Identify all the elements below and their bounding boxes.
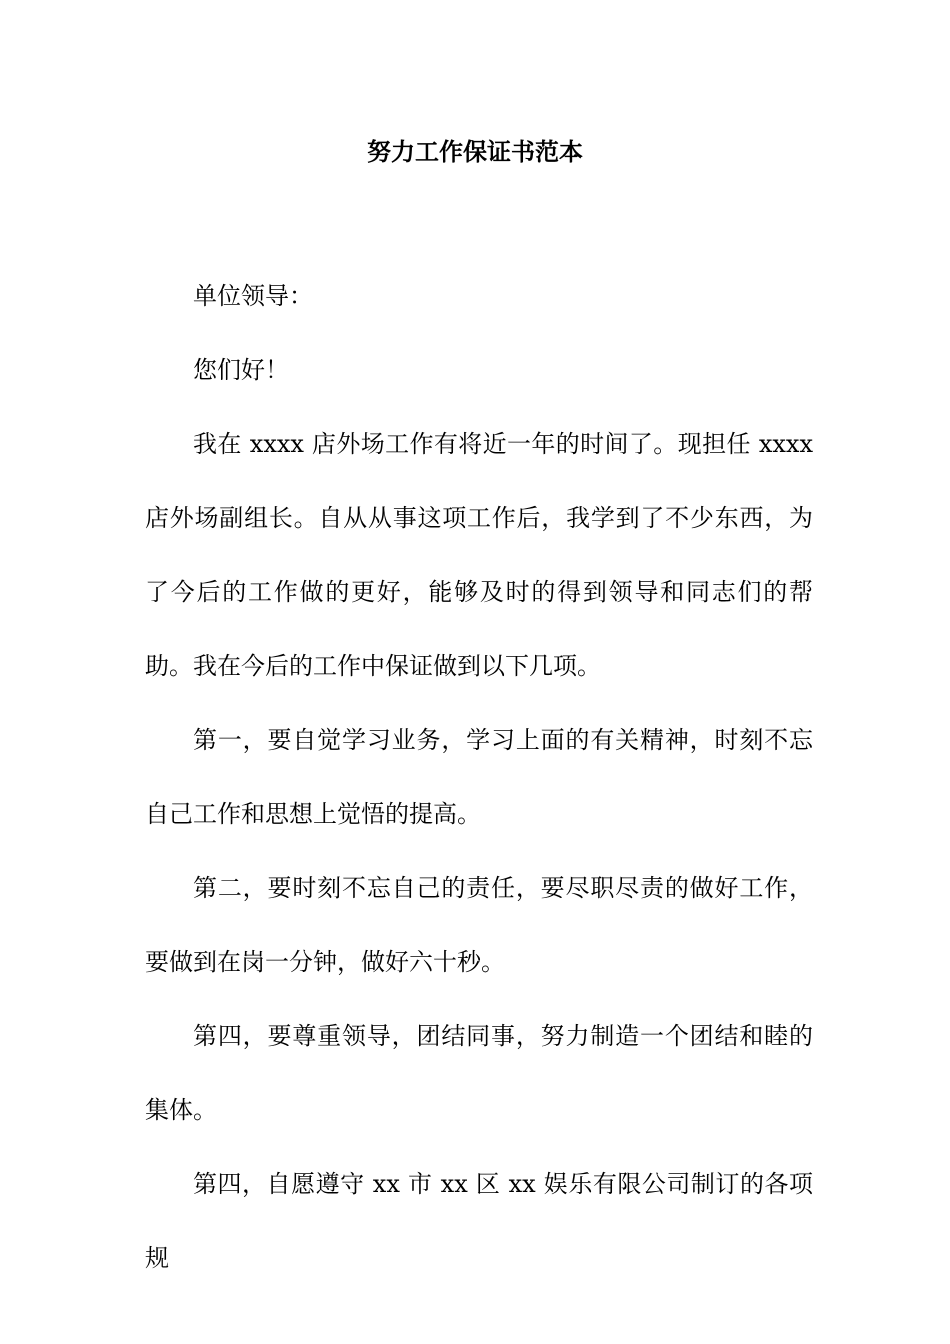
document-title: 努力工作保证书范本 — [367, 137, 583, 166]
pledge-item-4: 第四，自愿遵守 xx 市 xx 区 xx 娱乐有限公司制订的各项规 — [145, 1170, 813, 1272]
pledge-item-1: 第一，要自觉学习业务，学习上面的有关精神，时刻不忘自己工作和思想上觉悟的提高。 — [145, 726, 813, 828]
intro-paragraph: 我在 xxxx 店外场工作有将近一年的时间了。现担任 xxxx 店外场副组长。自从从事这项工作后，我学到了不少东西，为了今后的工作做的更好，能够及时的得到领导和同志们的帮助。我在今后的工作中保证做到以下几项。 — [145, 430, 813, 680]
greeting: 您们好！ — [193, 356, 289, 384]
pledge-item-2: 第二，要时刻不忘自己的责任，要尽职尽责的做好工作，要做到在岗一分钟，做好六十秒。 — [145, 874, 813, 976]
pledge-item-3: 第四，要尊重领导，团结同事，努力制造一个团结和睦的集体。 — [145, 1022, 813, 1124]
document-body — [145, 259, 813, 1295]
salutation: 单位领导： — [193, 282, 313, 310]
